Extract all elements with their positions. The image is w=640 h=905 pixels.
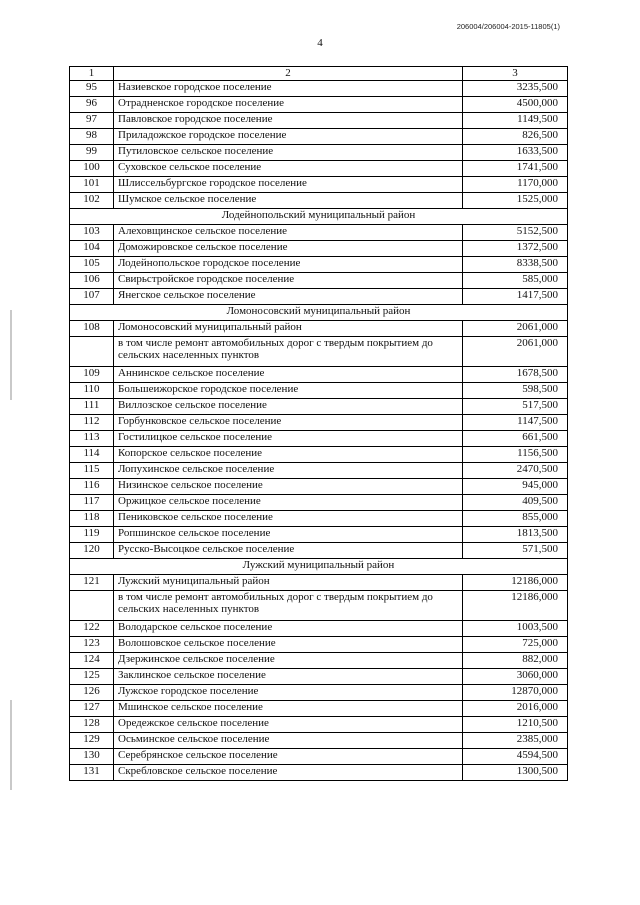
row-number: 97 bbox=[70, 113, 114, 129]
table-row bbox=[70, 193, 568, 209]
row-number: 126 bbox=[70, 685, 114, 701]
allocation-amount: 882,000 bbox=[463, 653, 568, 669]
allocation-amount: 1003,500 bbox=[463, 621, 568, 637]
allocation-amount: 1300,500 bbox=[463, 765, 568, 781]
row-number: 121 bbox=[70, 575, 114, 591]
table-row bbox=[70, 765, 568, 781]
row-number: 112 bbox=[70, 415, 114, 431]
allocation-amount: 1147,500 bbox=[463, 415, 568, 431]
allocation-amount: 826,500 bbox=[463, 129, 568, 145]
page-number: 4 bbox=[317, 37, 323, 49]
row-number: 122 bbox=[70, 621, 114, 637]
settlement-name: Осьминское сельское поселение bbox=[114, 733, 463, 749]
table-row bbox=[70, 733, 568, 749]
allocation-amount: 4500,000 bbox=[463, 97, 568, 113]
row-number: 103 bbox=[70, 225, 114, 241]
column-header: 2 bbox=[114, 67, 463, 81]
allocation-amount: 1417,500 bbox=[463, 289, 568, 305]
settlement-name: Русско-Высоцкое сельское поселение bbox=[114, 543, 463, 559]
row-number: 124 bbox=[70, 653, 114, 669]
row-number bbox=[70, 337, 114, 367]
settlement-name: Оредежское сельское поселение bbox=[114, 717, 463, 733]
allocation-amount: 1210,500 bbox=[463, 717, 568, 733]
row-number: 111 bbox=[70, 399, 114, 415]
table-row bbox=[70, 415, 568, 431]
allocation-amount: 855,000 bbox=[463, 511, 568, 527]
allocation-amount: 1525,000 bbox=[463, 193, 568, 209]
row-number: 106 bbox=[70, 273, 114, 289]
settlement-name: Горбунковское сельское поселение bbox=[114, 415, 463, 431]
allocation-amount: 1813,500 bbox=[463, 527, 568, 543]
table-row bbox=[70, 177, 568, 193]
table-row bbox=[70, 511, 568, 527]
allocation-amount: 725,000 bbox=[463, 637, 568, 653]
allocation-amount: 598,500 bbox=[463, 383, 568, 399]
table-row bbox=[70, 257, 568, 273]
row-number: 113 bbox=[70, 431, 114, 447]
table-row bbox=[70, 81, 568, 97]
allocation-amount: 5152,500 bbox=[463, 225, 568, 241]
row-number: 119 bbox=[70, 527, 114, 543]
row-number: 101 bbox=[70, 177, 114, 193]
table-row bbox=[70, 113, 568, 129]
settlement-name: Шлиссельбургское городское поселение bbox=[114, 177, 463, 193]
table-row bbox=[70, 669, 568, 685]
allocation-amount: 585,000 bbox=[463, 273, 568, 289]
row-number bbox=[70, 591, 114, 621]
row-number: 123 bbox=[70, 637, 114, 653]
allocation-amount: 571,500 bbox=[463, 543, 568, 559]
row-number: 109 bbox=[70, 367, 114, 383]
allocation-amount: 409,500 bbox=[463, 495, 568, 511]
settlement-name: Янегское сельское поселение bbox=[114, 289, 463, 305]
column-header: 1 bbox=[70, 67, 114, 81]
allocation-amount: 517,500 bbox=[463, 399, 568, 415]
row-number: 130 bbox=[70, 749, 114, 765]
row-number: 117 bbox=[70, 495, 114, 511]
settlement-name: Ропшинское сельское поселение bbox=[114, 527, 463, 543]
row-number: 100 bbox=[70, 161, 114, 177]
settlement-name: Лодейнопольское городское поселение bbox=[114, 257, 463, 273]
settlement-name: Свирьстройское городское поселение bbox=[114, 273, 463, 289]
table-row bbox=[70, 97, 568, 113]
table-row bbox=[70, 685, 568, 701]
table-row bbox=[70, 383, 568, 399]
row-number: 108 bbox=[70, 321, 114, 337]
settlement-name: Скребловское сельское поселение bbox=[114, 765, 463, 781]
table-row bbox=[70, 161, 568, 177]
row-number: 107 bbox=[70, 289, 114, 305]
settlement-name: Павловское городское поселение bbox=[114, 113, 463, 129]
row-number: 104 bbox=[70, 241, 114, 257]
settlement-name: Отрадненское городское поселение bbox=[114, 97, 463, 113]
settlement-name: Приладожское городское поселение bbox=[114, 129, 463, 145]
settlement-name: Копорское сельское поселение bbox=[114, 447, 463, 463]
settlement-name: Ломоносовский муниципальный район bbox=[114, 321, 463, 337]
scan-edge-mark bbox=[10, 310, 12, 400]
row-number: 116 bbox=[70, 479, 114, 495]
settlement-name: в том числе ремонт автомобильных дорог с твердым покрытием до сельских населенных пунктов bbox=[114, 337, 463, 367]
table-header-row bbox=[70, 67, 568, 81]
row-number: 127 bbox=[70, 701, 114, 717]
allocation-amount: 945,000 bbox=[463, 479, 568, 495]
settlement-name: Дзержинское сельское поселение bbox=[114, 653, 463, 669]
allocation-amount: 2385,000 bbox=[463, 733, 568, 749]
settlement-name: Лопухинское сельское поселение bbox=[114, 463, 463, 479]
table-row bbox=[70, 701, 568, 717]
row-number: 95 bbox=[70, 81, 114, 97]
settlement-name: Заклинское сельское поселение bbox=[114, 669, 463, 685]
settlement-name: Доможировское сельское поселение bbox=[114, 241, 463, 257]
scan-edge-mark bbox=[10, 700, 12, 790]
settlement-name: Низинское сельское поселение bbox=[114, 479, 463, 495]
allocation-amount: 4594,500 bbox=[463, 749, 568, 765]
table-row bbox=[70, 321, 568, 337]
row-number: 99 bbox=[70, 145, 114, 161]
allocation-amount: 2061,000 bbox=[463, 337, 568, 367]
allocation-amount: 1372,500 bbox=[463, 241, 568, 257]
settlement-name: в том числе ремонт автомобильных дорог с твердым покрытием до сельских населенных пунктов bbox=[114, 591, 463, 621]
district-header-row bbox=[70, 559, 568, 575]
settlement-name: Оржицкое сельское поселение bbox=[114, 495, 463, 511]
table-row bbox=[70, 447, 568, 463]
settlement-name: Аннинское сельское поселение bbox=[114, 367, 463, 383]
row-number: 110 bbox=[70, 383, 114, 399]
district-name: Лужский муниципальный район bbox=[70, 559, 568, 575]
settlement-name: Гостилицкое сельское поселение bbox=[114, 431, 463, 447]
allocation-amount: 2061,000 bbox=[463, 321, 568, 337]
table-row bbox=[70, 463, 568, 479]
allocation-amount: 1149,500 bbox=[463, 113, 568, 129]
table-row bbox=[70, 495, 568, 511]
table-row bbox=[70, 653, 568, 669]
settlement-name: Суховское сельское поселение bbox=[114, 161, 463, 177]
row-number: 129 bbox=[70, 733, 114, 749]
allocation-amount: 3235,500 bbox=[463, 81, 568, 97]
table-row bbox=[70, 225, 568, 241]
table-subrow bbox=[70, 337, 568, 367]
settlement-name: Большеижорское городское поселение bbox=[114, 383, 463, 399]
allocation-amount: 12186,000 bbox=[463, 591, 568, 621]
allocation-amount: 2016,000 bbox=[463, 701, 568, 717]
row-number: 105 bbox=[70, 257, 114, 273]
district-header-row bbox=[70, 209, 568, 225]
row-number: 128 bbox=[70, 717, 114, 733]
table-row bbox=[70, 145, 568, 161]
row-number: 102 bbox=[70, 193, 114, 209]
settlement-name: Мшинское сельское поселение bbox=[114, 701, 463, 717]
table-subrow bbox=[70, 591, 568, 621]
row-number: 98 bbox=[70, 129, 114, 145]
allocation-amount: 3060,000 bbox=[463, 669, 568, 685]
table-row bbox=[70, 289, 568, 305]
allocation-amount: 1156,500 bbox=[463, 447, 568, 463]
settlement-name: Путиловское сельское поселение bbox=[114, 145, 463, 161]
row-number: 120 bbox=[70, 543, 114, 559]
settlement-name: Володарское сельское поселение bbox=[114, 621, 463, 637]
settlement-name: Виллозское сельское поселение bbox=[114, 399, 463, 415]
settlement-name: Волошовское сельское поселение bbox=[114, 637, 463, 653]
settlement-name: Назиевское городское поселение bbox=[114, 81, 463, 97]
column-header: 3 bbox=[463, 67, 568, 81]
table-row bbox=[70, 241, 568, 257]
allocation-amount: 1741,500 bbox=[463, 161, 568, 177]
row-number: 118 bbox=[70, 511, 114, 527]
row-number: 96 bbox=[70, 97, 114, 113]
settlement-name: Алеховщинское сельское поселение bbox=[114, 225, 463, 241]
settlement-name: Пениковское сельское поселение bbox=[114, 511, 463, 527]
table-row bbox=[70, 749, 568, 765]
table-row bbox=[70, 543, 568, 559]
table-row bbox=[70, 431, 568, 447]
row-number: 115 bbox=[70, 463, 114, 479]
allocation-amount: 1170,000 bbox=[463, 177, 568, 193]
settlement-name: Лужский муниципальный район bbox=[114, 575, 463, 591]
allocation-amount: 1633,500 bbox=[463, 145, 568, 161]
table-row bbox=[70, 637, 568, 653]
district-name: Ломоносовский муниципальный район bbox=[70, 305, 568, 321]
table-row bbox=[70, 273, 568, 289]
settlement-name: Серебрянское сельское поселение bbox=[114, 749, 463, 765]
settlement-name: Лужское городское поселение bbox=[114, 685, 463, 701]
allocation-amount: 2470,500 bbox=[463, 463, 568, 479]
settlement-name: Шумское сельское поселение bbox=[114, 193, 463, 209]
table-row bbox=[70, 399, 568, 415]
allocation-amount: 1678,500 bbox=[463, 367, 568, 383]
row-number: 125 bbox=[70, 669, 114, 685]
allocation-amount: 8338,500 bbox=[463, 257, 568, 273]
table-row bbox=[70, 479, 568, 495]
table-row bbox=[70, 717, 568, 733]
row-number: 114 bbox=[70, 447, 114, 463]
table-row bbox=[70, 367, 568, 383]
document-id: 206004/206004-2015-11805(1) bbox=[456, 22, 560, 31]
row-number: 131 bbox=[70, 765, 114, 781]
allocation-amount: 12870,000 bbox=[463, 685, 568, 701]
allocation-table bbox=[69, 66, 568, 781]
district-header-row bbox=[70, 305, 568, 321]
table-row bbox=[70, 527, 568, 543]
allocation-amount: 12186,000 bbox=[463, 575, 568, 591]
allocation-amount: 661,500 bbox=[463, 431, 568, 447]
table-row bbox=[70, 129, 568, 145]
table-row bbox=[70, 621, 568, 637]
table-row bbox=[70, 575, 568, 591]
district-name: Лодейнопольский муниципальный район bbox=[70, 209, 568, 225]
